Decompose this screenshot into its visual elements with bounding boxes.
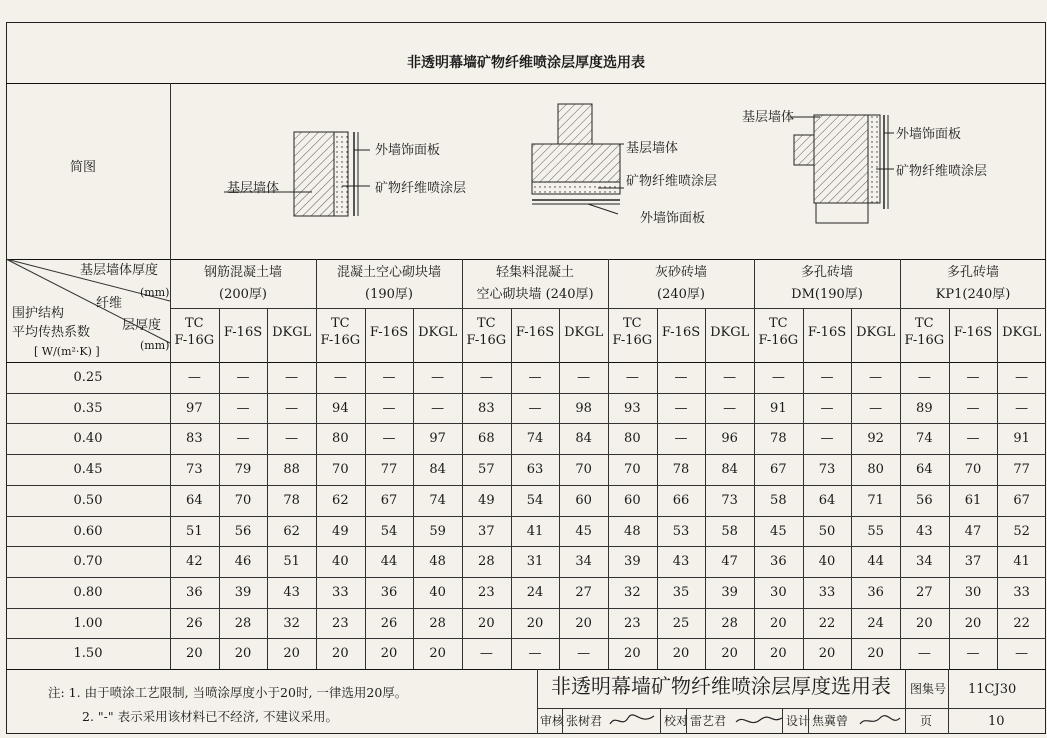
material-code: TC <box>915 316 934 331</box>
thickness-cell: — <box>917 646 931 662</box>
row-line <box>6 546 1046 547</box>
thickness-cell: — <box>528 400 542 416</box>
thickness-cell: 20 <box>624 646 641 662</box>
diagram1-spray-label: 矿物纤维喷涂层 <box>375 181 467 196</box>
thickness-cell: 58 <box>770 492 787 508</box>
thickness-cell: — <box>577 370 591 385</box>
thickness-cell: 36 <box>380 584 398 600</box>
u-value: 0.25 <box>73 370 103 385</box>
diagram2-base-wall-label: 基层墙体 <box>626 141 679 156</box>
u-value: 0.40 <box>73 431 103 447</box>
diagram3-facing-label: 外墙饰面板 <box>896 127 962 142</box>
material-code: DKGL <box>272 325 312 340</box>
thickness-cell: 39 <box>624 554 641 570</box>
thickness-cell: — <box>1015 400 1029 416</box>
atlas-number: 11CJ30 <box>968 682 1017 697</box>
thickness-cell: — <box>1015 370 1029 385</box>
thickness-cell: 23 <box>478 584 495 600</box>
thickness-cell: — <box>820 431 834 447</box>
thickness-cell: 41 <box>526 523 544 539</box>
thickness-cell: 96 <box>721 431 738 447</box>
thickness-cell: 59 <box>429 523 446 539</box>
diagram3-base-wall-label: 基层墙体 <box>742 110 795 125</box>
corner-row-label-1: 围护结构 <box>12 306 65 321</box>
thickness-cell: 78 <box>672 462 690 478</box>
corner-row-label-2: 平均传热系数 <box>12 325 91 340</box>
material-code: TC <box>331 316 350 331</box>
thickness-cell: 84 <box>429 462 446 478</box>
thickness-cell: 33 <box>818 584 836 600</box>
thickness-cell: — <box>236 370 250 385</box>
thickness-cell: 74 <box>916 431 933 447</box>
thickness-cell: 80 <box>332 431 349 447</box>
thickness-cell: 92 <box>867 431 884 447</box>
thickness-cell: 70 <box>964 462 982 478</box>
row-line <box>6 454 1046 455</box>
thickness-cell: 91 <box>770 400 787 416</box>
thickness-cell: 20 <box>818 646 836 662</box>
corner-mm1: (mm) <box>140 286 170 299</box>
thickness-cell: 31 <box>526 554 544 570</box>
thickness-cell: 39 <box>234 584 252 600</box>
thickness-cell: — <box>820 370 834 385</box>
thickness-cell: — <box>869 370 883 385</box>
page-number: 10 <box>988 714 1005 729</box>
material-code: F-16S <box>953 325 993 340</box>
wall-group-title: 轻集料混凝土 <box>495 265 574 280</box>
thickness-cell: 41 <box>1013 554 1030 570</box>
thickness-cell: 67 <box>1013 492 1030 508</box>
thickness-cell: 51 <box>283 554 300 570</box>
thickness-cell: 91 <box>1013 431 1030 447</box>
material-grade: F-16G <box>466 333 507 348</box>
thickness-cell: 20 <box>916 615 933 631</box>
material-code: DKGL <box>1002 325 1042 340</box>
note-1: 注: 1. 由于喷涂工艺限制, 当喷涂厚度小于20时, 一律选用20厚。 <box>48 685 408 700</box>
wall-group-thickness: KP1(240厚) <box>935 287 1011 302</box>
thickness-cell: — <box>382 370 396 385</box>
thickness-cell: 60 <box>575 492 592 508</box>
thickness-cell: 84 <box>575 431 592 447</box>
thickness-cell: 26 <box>380 615 398 631</box>
material-grade: F-16G <box>612 333 653 348</box>
thickness-cell: 49 <box>332 523 349 539</box>
thickness-cell: — <box>771 370 785 385</box>
material-code: F-16S <box>807 325 847 340</box>
wall-group-thickness: (240厚) <box>657 287 705 302</box>
check-label: 校对 <box>664 714 689 728</box>
thickness-cell: 56 <box>234 523 252 539</box>
u-value: 0.35 <box>73 400 103 416</box>
corner-mm2: (mm) <box>140 339 170 352</box>
thickness-cell: 20 <box>672 646 690 662</box>
thickness-cell: — <box>966 431 980 447</box>
thickness-cell: 98 <box>575 400 592 416</box>
title-block-main-title: 非透明幕墙矿物纤维喷涂层厚度选用表 <box>551 674 891 698</box>
material-grade: F-16G <box>174 333 215 348</box>
reviewer-name: 张树君 <box>566 714 603 728</box>
row-line <box>6 485 1046 486</box>
thickness-cell: 56 <box>916 492 933 508</box>
thickness-cell: 45 <box>770 523 787 539</box>
thickness-cell: 70 <box>234 492 252 508</box>
title-divider <box>6 83 1046 84</box>
thickness-cell: 74 <box>429 492 446 508</box>
thickness-cell: — <box>382 400 396 416</box>
thickness-cell: 20 <box>867 646 884 662</box>
thickness-cell: — <box>966 646 980 662</box>
material-code: F-16S <box>223 325 263 340</box>
title-block-mid-line <box>537 708 1046 709</box>
checker-name: 雷艺君 <box>690 714 727 728</box>
row-line <box>6 608 1046 609</box>
thickness-cell: 49 <box>478 492 495 508</box>
tb-sep-4 <box>782 708 783 734</box>
designer-signature <box>858 712 902 730</box>
wall-group-title: 多孔砖墙 <box>946 265 999 280</box>
thickness-cell: 20 <box>721 646 738 662</box>
material-code: F-16S <box>369 325 409 340</box>
corner-row-label-3: [ W/(m²·K) ] <box>34 345 100 358</box>
thickness-cell: 53 <box>672 523 690 539</box>
thickness-cell: 24 <box>526 584 544 600</box>
row-line <box>6 393 1046 394</box>
thickness-cell: 83 <box>186 431 203 447</box>
thickness-cell: 44 <box>867 554 884 570</box>
thickness-cell: 70 <box>332 462 349 478</box>
thickness-cell: — <box>528 370 542 385</box>
thickness-cell: — <box>479 370 493 385</box>
thickness-cell: 28 <box>721 615 738 631</box>
material-grade: F-16G <box>758 333 799 348</box>
thickness-cell: 73 <box>721 492 738 508</box>
corner-wall-thickness: 基层墙体厚度 <box>80 263 159 278</box>
atlas-label: 图集号 <box>910 682 947 696</box>
thickness-cell: 78 <box>770 431 787 447</box>
thickness-cell: 43 <box>916 523 933 539</box>
thickness-cell: — <box>820 400 834 416</box>
row-line <box>6 577 1046 578</box>
diagram1-facing-label: 外墙饰面板 <box>375 143 441 158</box>
diagram2-facing-label: 外墙饰面板 <box>640 211 706 226</box>
thickness-cell: — <box>236 400 250 416</box>
review-label: 审核 <box>540 714 565 728</box>
page-label: 页 <box>920 714 933 728</box>
thickness-cell: — <box>1015 646 1029 662</box>
thickness-cell: — <box>869 400 883 416</box>
thickness-cell: 66 <box>672 492 690 508</box>
thickness-cell: 67 <box>770 462 787 478</box>
material-code: TC <box>769 316 788 331</box>
thickness-cell: 64 <box>818 492 836 508</box>
tb-sep-2 <box>660 708 661 734</box>
diagram1-base-wall-label: 基层墙体 <box>227 181 280 196</box>
thickness-cell: 45 <box>575 523 592 539</box>
corner-fiber: 纤维 <box>96 296 123 311</box>
thickness-cell: 20 <box>234 646 252 662</box>
thickness-cell: — <box>431 370 445 385</box>
thickness-cell: 46 <box>234 554 252 570</box>
thickness-cell: 36 <box>186 584 203 600</box>
thickness-cell: 70 <box>624 462 641 478</box>
thickness-cell: 42 <box>186 554 203 570</box>
thickness-cell: 28 <box>234 615 252 631</box>
thickness-cell: — <box>333 370 347 385</box>
thickness-cell: — <box>674 370 688 385</box>
u-value: 1.50 <box>73 646 103 662</box>
thickness-cell: 20 <box>332 646 349 662</box>
thickness-cell: 94 <box>332 400 349 416</box>
thickness-cell: 78 <box>283 492 300 508</box>
thickness-cell: — <box>723 400 737 416</box>
thickness-cell: 47 <box>721 554 738 570</box>
thickness-cell: — <box>966 370 980 385</box>
material-code: TC <box>623 316 642 331</box>
material-code: TC <box>185 316 204 331</box>
wall-group-title: 混凝土空心砌块墙 <box>336 265 441 280</box>
thickness-cell: 73 <box>186 462 203 478</box>
sketch-header: 简图 <box>70 160 97 175</box>
thickness-cell: — <box>479 646 493 662</box>
thickness-cell: 93 <box>624 400 641 416</box>
thickness-cell: 27 <box>916 584 933 600</box>
thickness-cell: 20 <box>770 646 787 662</box>
thickness-cell: 63 <box>526 462 544 478</box>
thickness-cell: — <box>285 431 299 447</box>
thickness-cell: 73 <box>818 462 836 478</box>
row-line <box>6 423 1046 424</box>
thickness-cell: 64 <box>916 462 933 478</box>
thickness-cell: — <box>674 431 688 447</box>
thickness-cell: 57 <box>478 462 495 478</box>
thickness-cell: — <box>285 400 299 416</box>
thickness-cell: 88 <box>283 462 300 478</box>
thickness-cell: 74 <box>526 431 544 447</box>
thickness-cell: 67 <box>380 492 398 508</box>
tb-sep-1 <box>562 708 563 734</box>
material-code: F-16S <box>661 325 701 340</box>
thickness-cell: 77 <box>1013 462 1030 478</box>
thickness-cell: — <box>674 400 688 416</box>
wall-group-title: 钢筋混凝土墙 <box>203 265 282 280</box>
thickness-cell: 44 <box>380 554 398 570</box>
checker-signature <box>734 712 784 730</box>
thickness-cell: 36 <box>867 584 884 600</box>
thickness-cell: 40 <box>818 554 836 570</box>
thickness-cell: 40 <box>332 554 349 570</box>
row-line <box>6 638 1046 639</box>
corner-layer-thickness: 层厚度 <box>122 318 162 333</box>
thickness-cell: — <box>187 370 201 385</box>
thickness-cell: 58 <box>721 523 738 539</box>
u-value: 0.45 <box>73 462 103 478</box>
reviewer-signature <box>608 712 658 730</box>
wall-group-thickness: 空心砌块墙 (240厚) <box>476 287 594 302</box>
thickness-cell: 24 <box>867 615 884 631</box>
thickness-cell: 48 <box>429 554 446 570</box>
material-code: F-16S <box>515 325 555 340</box>
thickness-cell: 54 <box>380 523 398 539</box>
thickness-cell: 28 <box>429 615 446 631</box>
design-label: 设计 <box>786 714 811 728</box>
thickness-cell: 79 <box>234 462 252 478</box>
thickness-cell: 28 <box>478 554 495 570</box>
title-block-v2 <box>948 669 949 734</box>
material-code: DKGL <box>564 325 604 340</box>
thickness-cell: 27 <box>575 584 592 600</box>
thickness-cell: 20 <box>964 615 982 631</box>
material-code: DKGL <box>856 325 896 340</box>
wall-group-title: 多孔砖墙 <box>800 265 853 280</box>
thickness-cell: 37 <box>964 554 982 570</box>
thickness-cell: 55 <box>867 523 884 539</box>
thickness-cell: 80 <box>867 462 884 478</box>
thickness-cell: 34 <box>575 554 592 570</box>
thickness-cell: 20 <box>429 646 446 662</box>
thickness-cell: 80 <box>624 431 641 447</box>
thickness-cell: 60 <box>624 492 641 508</box>
thickness-cell: 54 <box>526 492 544 508</box>
thickness-cell: 83 <box>478 400 495 416</box>
material-code: DKGL <box>418 325 458 340</box>
thickness-cell: — <box>285 370 299 385</box>
thickness-cell: 77 <box>380 462 398 478</box>
thickness-cell: 23 <box>624 615 641 631</box>
thickness-cell: 97 <box>186 400 203 416</box>
thickness-cell: 47 <box>964 523 982 539</box>
thickness-cell: 62 <box>283 523 300 539</box>
thickness-cell: — <box>625 370 639 385</box>
thickness-cell: 20 <box>526 615 544 631</box>
thickness-cell: 22 <box>818 615 836 631</box>
u-value: 0.80 <box>73 584 103 600</box>
thickness-cell: 22 <box>1013 615 1030 631</box>
thickness-cell: 71 <box>867 492 884 508</box>
thickness-cell: — <box>723 370 737 385</box>
thickness-cell: 51 <box>186 523 203 539</box>
thickness-cell: 70 <box>575 462 592 478</box>
wall-group-thickness: (200厚) <box>219 287 267 302</box>
sketch-col-divider <box>170 83 171 259</box>
thickness-cell: 33 <box>332 584 349 600</box>
thickness-cell: 40 <box>429 584 446 600</box>
tb-sep-5 <box>808 708 809 734</box>
thickness-cell: — <box>236 431 250 447</box>
thickness-cell: 50 <box>818 523 836 539</box>
u-value: 0.70 <box>73 554 103 570</box>
thickness-cell: 36 <box>770 554 787 570</box>
designer-name: 焦冀曾 <box>812 714 849 728</box>
wall-group-title: 灰砂砖墙 <box>654 265 707 280</box>
thickness-cell: 43 <box>672 554 690 570</box>
thickness-cell: 20 <box>380 646 398 662</box>
thickness-cell: 32 <box>624 584 641 600</box>
thickness-cell: — <box>431 400 445 416</box>
thickness-cell: 84 <box>721 462 738 478</box>
material-code: TC <box>477 316 496 331</box>
thickness-cell: 26 <box>186 615 203 631</box>
thickness-cell: — <box>528 646 542 662</box>
thickness-cell: 20 <box>575 615 592 631</box>
diagram2-spray-label: 矿物纤维喷涂层 <box>626 174 718 189</box>
wall-group-thickness: DM(190厚) <box>791 287 863 302</box>
thickness-cell: — <box>917 370 931 385</box>
thickness-cell: 48 <box>624 523 641 539</box>
footer-top-line <box>6 669 1046 670</box>
thickness-cell: 68 <box>478 431 495 447</box>
u-value: 0.50 <box>73 492 103 508</box>
thickness-cell: 20 <box>186 646 203 662</box>
u-value: 0.60 <box>73 523 103 539</box>
thickness-cell: 20 <box>478 615 495 631</box>
material-grade: F-16G <box>320 333 361 348</box>
table-title: 非透明幕墙矿物纤维喷涂层厚度选用表 <box>407 55 645 71</box>
thickness-cell: 62 <box>332 492 349 508</box>
header-bottom-line <box>6 362 1046 363</box>
thickness-cell: 32 <box>283 615 300 631</box>
diagram3-spray-label: 矿物纤维喷涂层 <box>896 164 988 179</box>
title-block-v1 <box>905 669 906 734</box>
thickness-cell: 61 <box>964 492 982 508</box>
thickness-cell: 20 <box>770 615 787 631</box>
thickness-cell: — <box>382 431 396 447</box>
thickness-cell: 30 <box>770 584 787 600</box>
thickness-cell: 23 <box>332 615 349 631</box>
thickness-cell: — <box>577 646 591 662</box>
thickness-cell: 34 <box>916 554 933 570</box>
note-2: 2. "-" 表示采用该材料已不经济, 不建议采用。 <box>82 709 339 724</box>
u-value: 1.00 <box>73 615 103 631</box>
thickness-cell: 35 <box>672 584 690 600</box>
thickness-cell: 89 <box>916 400 933 416</box>
thickness-cell: 37 <box>478 523 495 539</box>
thickness-cell: 97 <box>429 431 446 447</box>
thickness-cell: 33 <box>1013 584 1030 600</box>
thickness-cell: — <box>966 400 980 416</box>
thickness-cell: 25 <box>672 615 690 631</box>
thickness-cell: 64 <box>186 492 203 508</box>
wall-group-thickness: (190厚) <box>365 287 413 302</box>
thickness-cell: 52 <box>1013 523 1030 539</box>
thickness-cell: 43 <box>283 584 300 600</box>
wall-section-diagram-1 <box>220 120 420 230</box>
thickness-cell: 30 <box>964 584 982 600</box>
tb-sep-3 <box>686 708 687 734</box>
thickness-cell: 20 <box>283 646 300 662</box>
row-line <box>6 516 1046 517</box>
material-code: DKGL <box>710 325 750 340</box>
material-grade: F-16G <box>904 333 945 348</box>
thickness-cell: 39 <box>721 584 738 600</box>
